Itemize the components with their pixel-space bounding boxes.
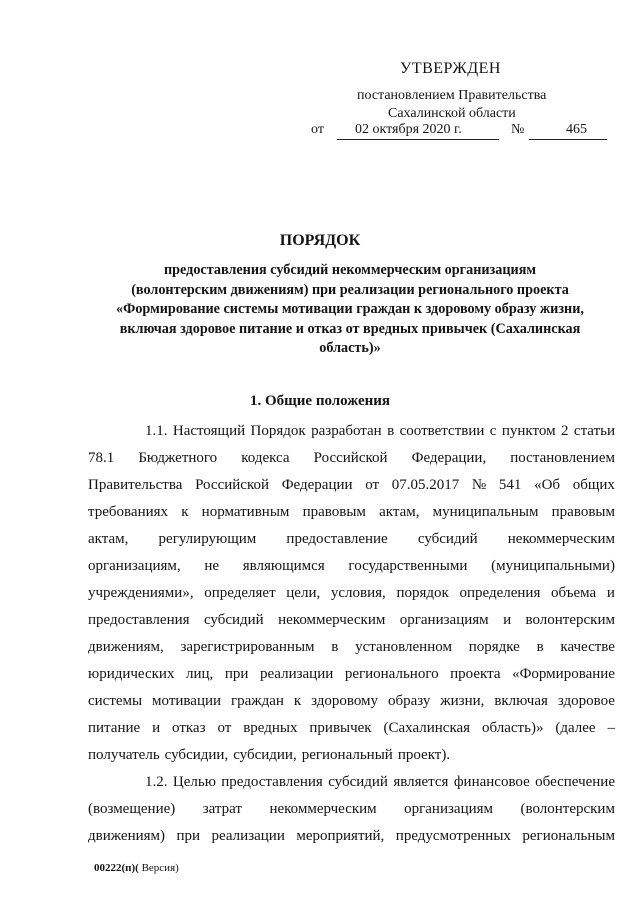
word: включая [494,693,548,709]
word: учреждениями», [88,585,194,601]
word: субсидии, [164,747,229,763]
paragraph-line [88,796,615,823]
word: 07.05.2017 [391,477,460,493]
word: правовым [302,504,366,520]
word: порядок [396,585,449,601]
footer-code-text: 00222(п)( [94,862,139,874]
word: в [536,639,544,655]
word: 1.1. [145,423,168,439]
word: с [489,423,497,439]
word: государственными [348,558,468,574]
number-label: № [511,122,525,137]
word: – [607,720,615,736]
word: движениям, [88,639,164,655]
word: образу [387,693,431,709]
word: статьи [573,423,615,439]
word: субсидии, [233,747,297,763]
word: (Сахалинская [383,720,471,736]
approval-region: Сахалинской области [388,106,516,121]
word: мотивации [152,693,222,709]
subtitle-line: предоставления субсидий некоммерческим организациям [163,262,537,278]
word: от [365,477,380,493]
word: условия, [330,585,386,601]
word: здоровому [311,693,379,709]
word: 2 [561,423,569,439]
subtitle-line: «Формирование системы мотивации граждан к здоровому образу жизни, [116,301,584,317]
paragraph-line [88,553,615,580]
word: финансовое [453,774,530,790]
word: определения [459,585,541,601]
word: зарегистрированным [180,639,315,655]
word: (возмещение) [88,801,176,817]
word: нормативным [201,504,290,520]
paragraph-line [88,526,615,553]
approval-date: 02 октября 2020 г. [355,122,462,137]
word: (волонтерским [520,801,615,817]
approval-date-row [311,122,611,142]
paragraph-line [88,607,615,634]
word: предусмотренных [395,828,511,844]
word: к [293,693,302,709]
word: мероприятий, [296,828,385,844]
word: предоставление [286,531,388,547]
word: и [152,720,161,736]
document-title: ПОРЯДОК [279,232,361,249]
word: 1.2. [145,774,168,790]
paragraph-line [88,445,615,472]
word: актам, [88,531,129,547]
word: Федерации, [411,450,487,466]
word: объема [551,585,597,601]
subtitle-line: (волонтерским движениям) при реализации регионального проекта [131,281,569,298]
word: в [387,423,395,439]
word: затрат [202,801,242,817]
paragraph-line [88,823,615,850]
document-subtitle [90,261,610,359]
word: реализации [211,828,285,844]
word: регионального [344,666,439,682]
word: от [217,720,232,736]
paragraph-line [88,472,615,499]
word: общих [572,477,615,493]
word: юридических [88,666,175,682]
word: вредных [243,720,298,736]
word: и [503,612,512,628]
word: движениям) [88,828,166,844]
word: пунктом [501,423,556,439]
footer-version: Версия) [138,862,179,874]
word: Настоящий [172,423,246,439]
word: отказ [172,720,206,736]
word: «Формирование [512,666,615,682]
word: и [606,585,615,601]
word: правовым [551,504,615,520]
word: актам, [379,504,420,520]
word: реализации [259,666,334,682]
word: 78.1 [88,450,115,466]
paragraph-line [88,499,615,526]
word: субсидий [203,612,264,628]
paragraph-line [88,580,615,607]
word: постановлением [510,450,615,466]
paragraph-line [88,634,615,661]
word: здоровое [557,693,615,709]
word: к [181,504,189,520]
date-underline [337,139,499,140]
paragraph-line [88,715,615,742]
word: Целью [172,774,216,790]
word: Порядок [250,423,306,439]
word: является [393,774,449,790]
word: лиц, [186,666,214,682]
word: предоставления [221,774,323,790]
word: цели, [286,585,321,601]
word: при [176,828,201,844]
word: кодекса [241,450,290,466]
word: область)» [482,720,544,736]
word: при [224,666,249,682]
word: обеспечение [535,774,615,790]
word: организациям [399,612,489,628]
word: некоммерческим [269,801,377,817]
word: региональным [522,828,615,844]
word: являющимся [242,558,325,574]
word: предоставления [88,612,190,628]
from-label: от [311,122,324,137]
paragraph-line [88,688,615,715]
word: привычек [309,720,372,736]
paragraph-line [88,418,615,445]
word: жизни, [440,693,485,709]
paragraph-line [88,742,615,769]
word: некоммерческим [278,612,386,628]
subtitle-line: включая здоровое питание и отказ от вредных привычек (Сахалинская [119,320,581,337]
word: регулирующим [158,531,257,547]
word: получатель [88,747,160,763]
word: не [204,558,220,574]
word: муниципальным [432,504,539,520]
word: в [331,639,339,655]
word: установленном [355,639,452,655]
word: Российской [313,450,388,466]
word: проект). [397,747,451,763]
word: организациям, [88,558,181,574]
word: (муниципальными) [491,558,615,574]
paragraph-line [88,661,615,688]
word: 541 [498,477,522,493]
word: организациям [404,801,494,817]
approval-title: УТВЕРЖДЕН [400,60,501,77]
word: некоммерческим [507,531,615,547]
approval-decree: постановлением Правительства [357,88,547,103]
word: разработан [311,423,382,439]
word: проекта [450,666,501,682]
word: № [471,477,487,493]
document-body [88,418,615,850]
approval-number: 465 [566,122,587,137]
paragraph-line [88,769,615,796]
word: требованиях [88,504,169,520]
word: питание [88,720,141,736]
word: граждан [230,693,284,709]
word: определяет [204,585,276,601]
word: системы [88,693,143,709]
subtitle-line: область)» [319,340,381,356]
word: Федерации [281,477,353,493]
word: Бюджетного [138,450,218,466]
word: субсидий [417,531,478,547]
word: Российской [195,477,270,493]
word: соответствии [399,423,485,439]
section-heading: 1. Общие положения [249,393,391,409]
word: качестве [560,639,615,655]
word: (далее [555,720,596,736]
number-underline [529,139,607,140]
word: «Об [534,477,561,493]
word: Правительства [88,477,183,493]
word: волонтерским [525,612,615,628]
word: региональный [301,747,393,763]
word: порядке [468,639,520,655]
word: субсидий [328,774,388,790]
footer-code [94,862,179,874]
